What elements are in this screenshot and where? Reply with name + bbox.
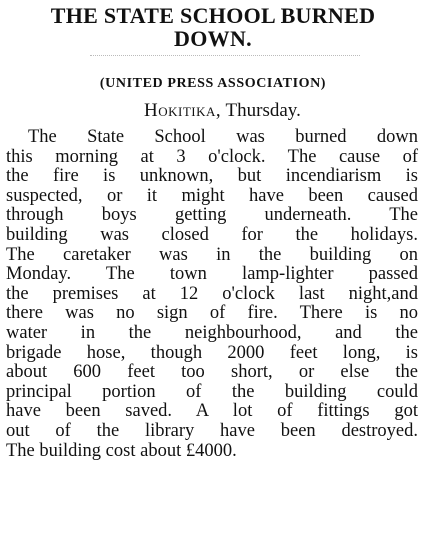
dateline (144, 100, 301, 122)
article-line: there was no sign of fire. There is no (6, 303, 418, 324)
article-line: The building cost about £4000. (6, 440, 237, 461)
article-line: the fire is unknown, but incendiarism is (6, 166, 418, 187)
article-line: suspected, or it might have been caused (6, 185, 418, 206)
article-line: The State School was burned down (28, 127, 418, 147)
article-line: Monday. The town lamp-lighter passed (6, 264, 418, 285)
news-agency-credit: (UNITED PRESS ASSOCIATION) (99, 76, 327, 91)
headline-divider (90, 55, 360, 56)
article-line: have been saved. A lot of fittings got (6, 401, 418, 422)
headline-line-1: THE STATE SCHOOL BURNED (50, 3, 376, 28)
article-line: the premises at 12 o'clock last night,and (6, 283, 418, 304)
article-line: about 600 feet too short, or else the (6, 362, 418, 383)
dateline-day: Thursday. (225, 100, 301, 121)
article-line: principal portion of the building could (6, 381, 418, 402)
article-line: The caretaker was in the building on (6, 244, 418, 265)
article-body (6, 128, 418, 461)
article-line: out of the library have been destroyed. (6, 420, 418, 441)
article-line: building was closed for the holidays. (6, 224, 418, 245)
dateline-place: Hokitika, (144, 100, 222, 121)
article-line: this morning at 3 o'clock. The cause of (6, 146, 418, 167)
article-line: water in the neighbourhood, and the (6, 322, 418, 343)
article-line: brigade hose, though 2000 feet long, is (6, 342, 418, 363)
headline-line-2: DOWN. (174, 26, 252, 51)
article-line: through boys getting underneath. The (6, 205, 418, 226)
